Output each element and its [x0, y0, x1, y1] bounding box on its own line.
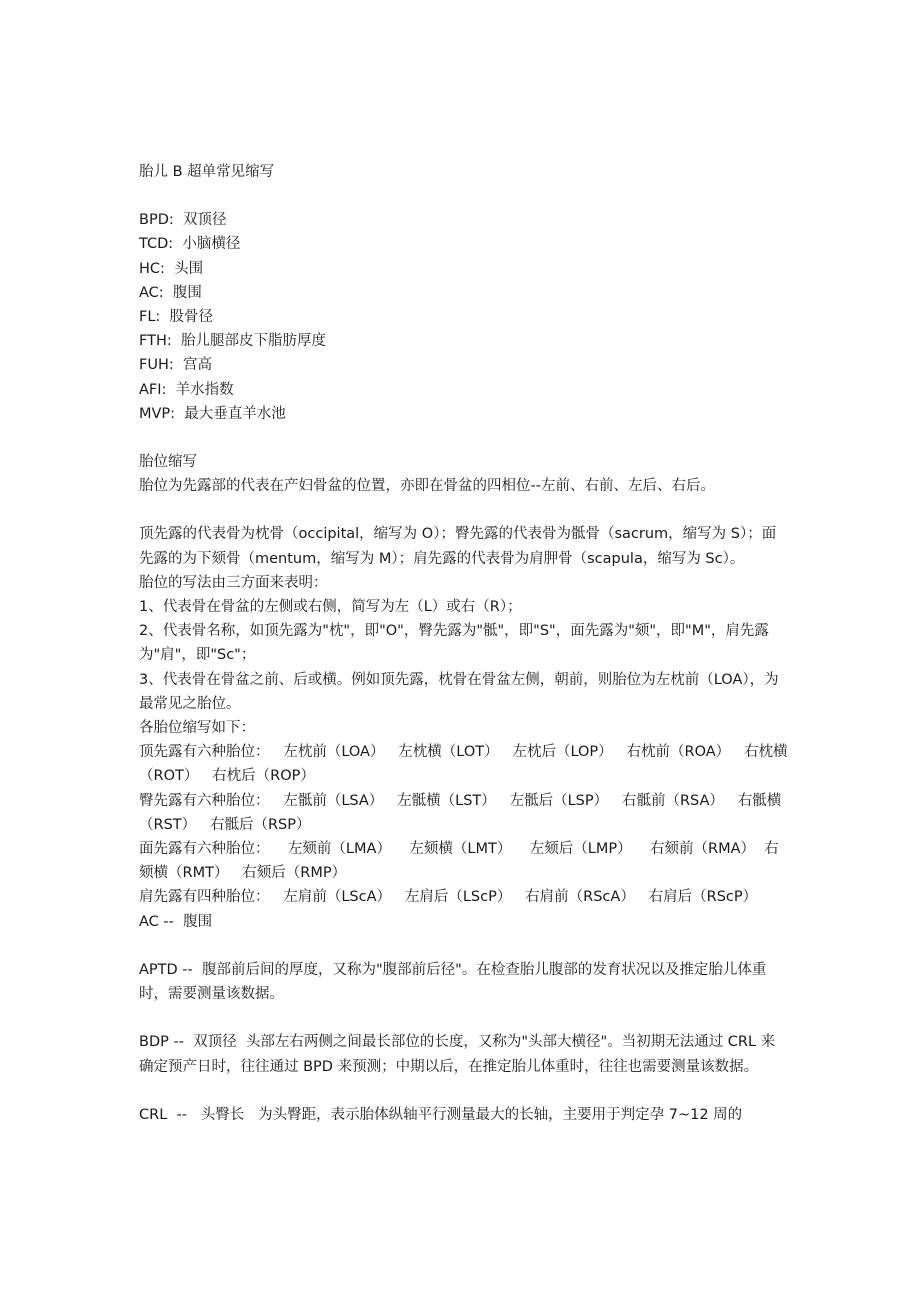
- abbr-fth: FTH: 胎儿腿部皮下脂肪厚度: [139, 333, 326, 350]
- list-item: 3、代表骨在骨盆之前、后或横。例如顶先露，枕骨在骨盆左侧，朝前，则胎位为左枕前（LOA），为最常见之胎位。: [139, 671, 779, 712]
- abbr-fl: FL: 股骨径: [139, 309, 214, 326]
- paragraph: 顶先露的代表骨为枕骨（occipital，缩写为 O）；臀先露的代表骨为骶骨（sacrum，缩写为 S）；面先露的为下颏骨（mentum，缩写为 M）；肩先露的代表骨为肩胛骨（scapula，缩写为 Sc）。: [139, 526, 777, 567]
- paragraph-bdp: BDP -- 双顶径 头部左右两侧之间最长部位的长度，又称为"头部大横径"。当初期无法通过 CRL 来确定预产日时，往往通过 BPD 来预测；中期以后，在推定胎儿体重时，往往也需要测量该数据。: [139, 1034, 776, 1075]
- abbr-fuh: FUH: 宫高: [139, 357, 212, 374]
- position-list-shoulder: 肩先露有四种胎位： 左肩前（LScA） 左肩后（LScP） 右肩前（RScA） 右肩后（RScP）: [139, 889, 758, 906]
- abbr-mvp: MVP: 最大垂直羊水池: [139, 405, 286, 422]
- position-list-face: 面先露有六种胎位： 左颏前（LMA） 左颏横（LMT） 左颏后（LMP） 右颏前（RMA） 右颏横（RMT） 右颏后（RMP）: [139, 841, 779, 882]
- spacer: [139, 184, 789, 208]
- paragraph-crl: CRL -- 头臀长 为头臀距，表示胎体纵轴平行测量最大的长轴，主要用于判定孕 7~12 周的: [139, 1106, 743, 1123]
- paragraph: 各胎位缩写如下：: [139, 720, 255, 737]
- abbr-afi: AFI: 羊水指数: [139, 381, 234, 398]
- abbr-tcd: TCD: 小脑横径: [139, 236, 241, 253]
- section-heading: 胎位缩写: [139, 454, 197, 471]
- spacer: [139, 1079, 789, 1103]
- spacer: [139, 1006, 789, 1030]
- position-list-vertex: 顶先露有六种胎位： 左枕前（LOA） 左枕横（LOT） 左枕后（LOP） 右枕前（ROA） 右枕横（ROT） 右枕后（ROP）: [139, 744, 788, 785]
- spacer: [139, 934, 789, 958]
- spacer: [139, 498, 789, 522]
- abbr-ac-line: AC -- 腹围: [139, 913, 213, 930]
- abbr-ac: AC: 腹围: [139, 284, 202, 301]
- abbr-hc: HC: 头围: [139, 260, 204, 277]
- paragraph: 胎位为先露部的代表在产妇骨盆的位置，亦即在骨盆的四相位--左前、右前、左后、右后。: [139, 478, 715, 495]
- paragraph-aptd: APTD -- 腹部前后间的厚度，又称为"腹部前后径"。在检查胎儿腹部的发育状况以及推定胎儿体重时，需要测量该数据。: [139, 961, 767, 1003]
- list-item: 2、代表骨名称，如顶先露为"枕"，即"O"，臀先露为"骶"，即"S"，面先露为"颏"，即"M"，肩先露为"肩"，即"Sc"；: [139, 623, 769, 664]
- spacer: [139, 426, 789, 450]
- document-title: 胎儿 B 超单常见缩写: [139, 164, 275, 180]
- paragraph: 胎位的写法由三方面来表明：: [139, 574, 328, 591]
- list-item: 1、代表骨在骨盆的左侧或右侧，简写为左（L）或右（R）；: [139, 599, 522, 616]
- position-list-breech: 臀先露有六种胎位： 左骶前（LSA） 左骶横（LST） 左骶后（LSP） 右骶前（RSA） 右骶横（RST） 右骶后（RSP）: [139, 792, 782, 833]
- abbr-bpd: BPD: 双顶径: [139, 212, 227, 229]
- document-page: [139, 160, 789, 1127]
